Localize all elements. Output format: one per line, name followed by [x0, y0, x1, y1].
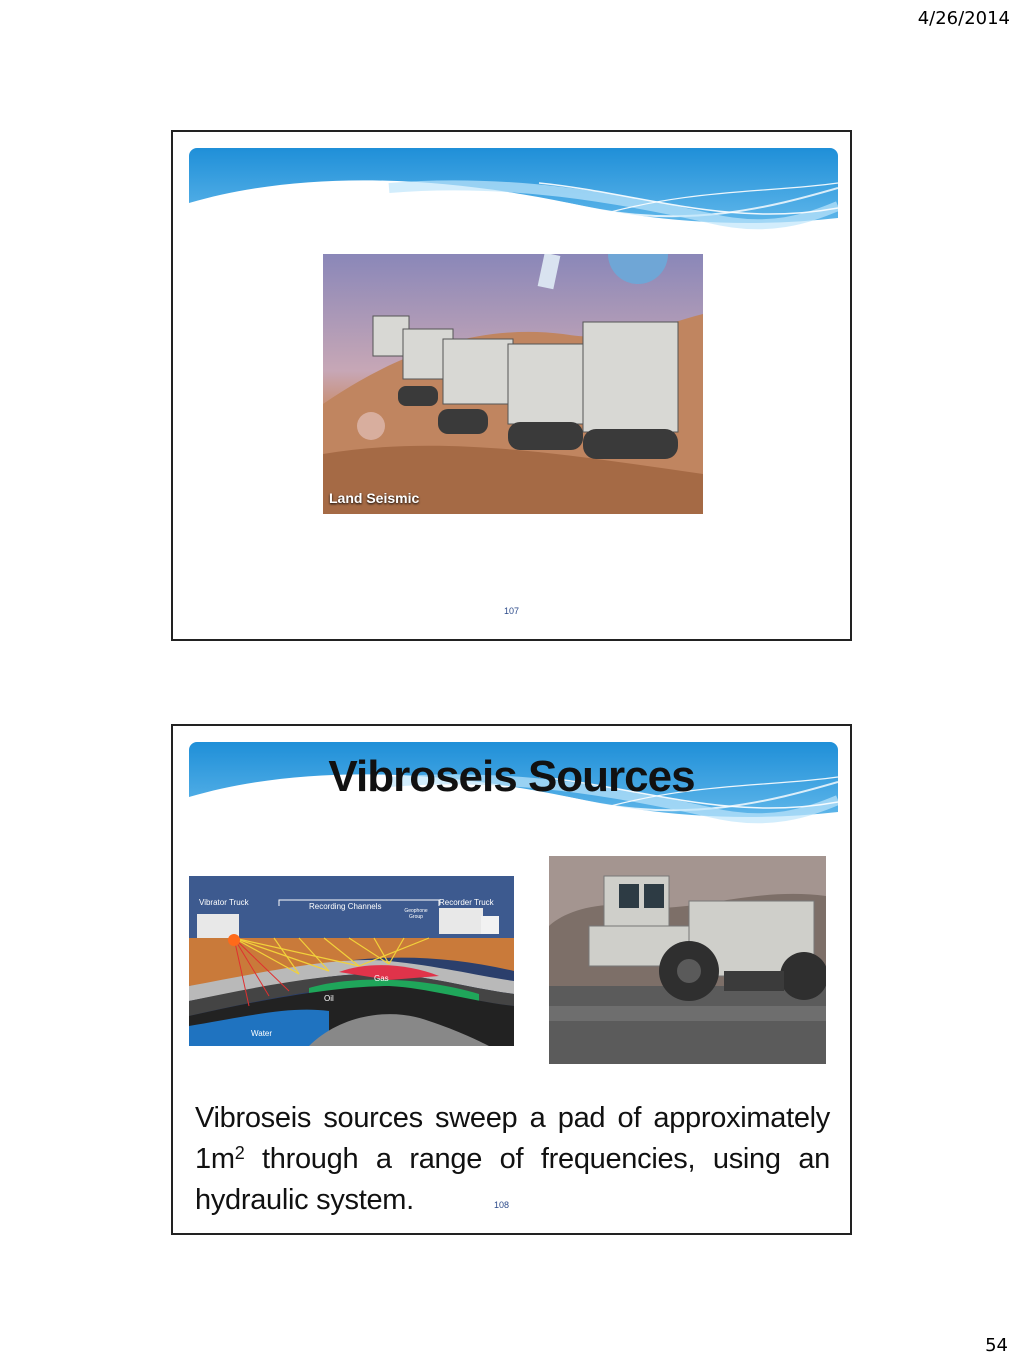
slide-107: [171, 130, 852, 641]
page-number: 54: [985, 1335, 1008, 1356]
vibroseis-truck-photo: [549, 856, 826, 1064]
photo-caption: Land Seismic: [329, 490, 420, 506]
land-seismic-photo: [323, 254, 703, 514]
label-gas: Gas: [374, 974, 389, 983]
body-text-part1: Vibroseis sources sweep a pad of approximately 1m: [195, 1102, 830, 1175]
label-vibrator-truck: Vibrator Truck: [199, 898, 249, 907]
vibroseis-diagram: [189, 876, 514, 1046]
page-date: 4/26/2014: [917, 8, 1010, 29]
label-oil: Oil: [324, 994, 334, 1003]
slide-108: [171, 724, 852, 1235]
slide-title: Vibroseis Sources: [328, 752, 695, 801]
label-recorder-truck: Recorder Truck: [439, 898, 494, 907]
slide-number: 108: [493, 1200, 510, 1210]
wave-banner: [189, 148, 838, 243]
label-recording-channels: Recording Channels: [309, 902, 382, 911]
label-water: Water: [251, 1029, 273, 1038]
label-geophone-group: Geophone Group: [404, 908, 428, 920]
superscript: 2: [234, 1143, 245, 1163]
slide-number: 107: [503, 606, 520, 616]
body-text-part2: through a range of frequencies, using an hydraulic system.: [195, 1143, 830, 1216]
